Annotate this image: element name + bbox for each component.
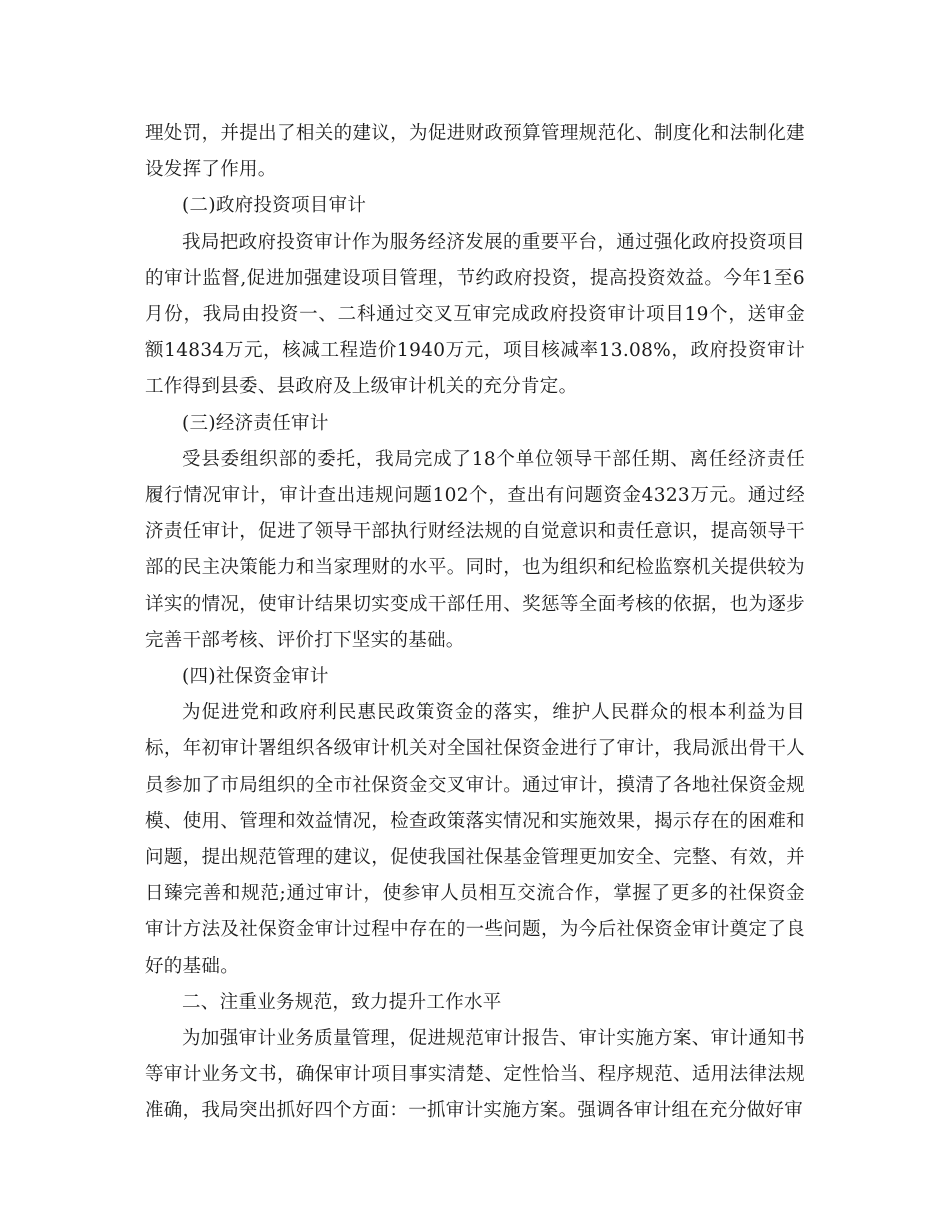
paragraph-government-investment: 我局把政府投资审计作为服务经济发展的重要平台，通过强化政府投资项目的审计监督,促进加强建设项目管理，节约政府投资，提高投资效益。今年1至6月份，我局由投资一、二科通过交叉互审完成政府投资审计项目19个，送审金额14834万元，核减工程造价1940万元，项目核减率13.08%，政府投资审计工作得到县委、县政府及上级审计机关的充分肯定。 bbox=[145, 231, 805, 398]
paragraph-social-security: 为促进党和政府利民惠民政策资金的落实，维护人民群众的根本利益为目标，年初审计署组织各级审计机关对全国社保资金进行了审计，我局派出骨干人员参加了市局组织的全市社保资金交叉审计。通过审计，摸清了各地社保资金规模、使用、管理和效益情况，检查政策落实情况和实施效果，揭示存在的困难和问题，提出规范管理的建议，促使我国社保基金管理更加安全、完整、有效，并日臻完善和规范;通过审计，使参审人员相互交流合作，掌握了更多的社保资金审计方法及社保资金审计过程中存在的一些问题，为今后社保资金审计奠定了良好的基础。 bbox=[145, 702, 805, 977]
document-body bbox=[145, 116, 805, 1130]
paragraph-continued: 理处罚，并提出了相关的建议，为促进财政预算管理规范化、制度化和法制化建设发挥了作用。 bbox=[145, 123, 805, 181]
section-heading-economic-responsibility: (三)经济责任审计 bbox=[182, 412, 329, 434]
paragraph-business-standards: 为加强审计业务质量管理，促进规范审计报告、审计实施方案、审计通知书等审计业务文书，确保审计项目事实清楚、定性恰当、程序规范、适用法律法规准确，我局突出抓好四个方面：一抓审计实施方案。强调各审计组在充分做好审 bbox=[145, 1028, 805, 1122]
paragraph-economic-responsibility: 受县委组织部的委托，我局完成了18个单位领导干部任期、离任经济责任履行情况审计，审计查出违规问题102个，查出有问题资金4323万元。通过经济责任审计，促进了领导干部执行财经法规的自觉意识和责任意识，提高领导干部的民主决策能力和当家理财的水平。同时，也为组织和纪检监察机关提供较为详实的情况，使审计结果切实变成干部任用、奖惩等全面考核的依据，也为逐步完善干部考核、评价打下坚实的基础。 bbox=[145, 448, 805, 651]
section-heading-government-investment: (二)政府投资项目审计 bbox=[182, 195, 367, 217]
section-heading-social-security: (四)社保资金审计 bbox=[182, 666, 329, 688]
section-heading-business-standards: 二、注重业务规范，致力提升工作水平 bbox=[182, 991, 502, 1013]
